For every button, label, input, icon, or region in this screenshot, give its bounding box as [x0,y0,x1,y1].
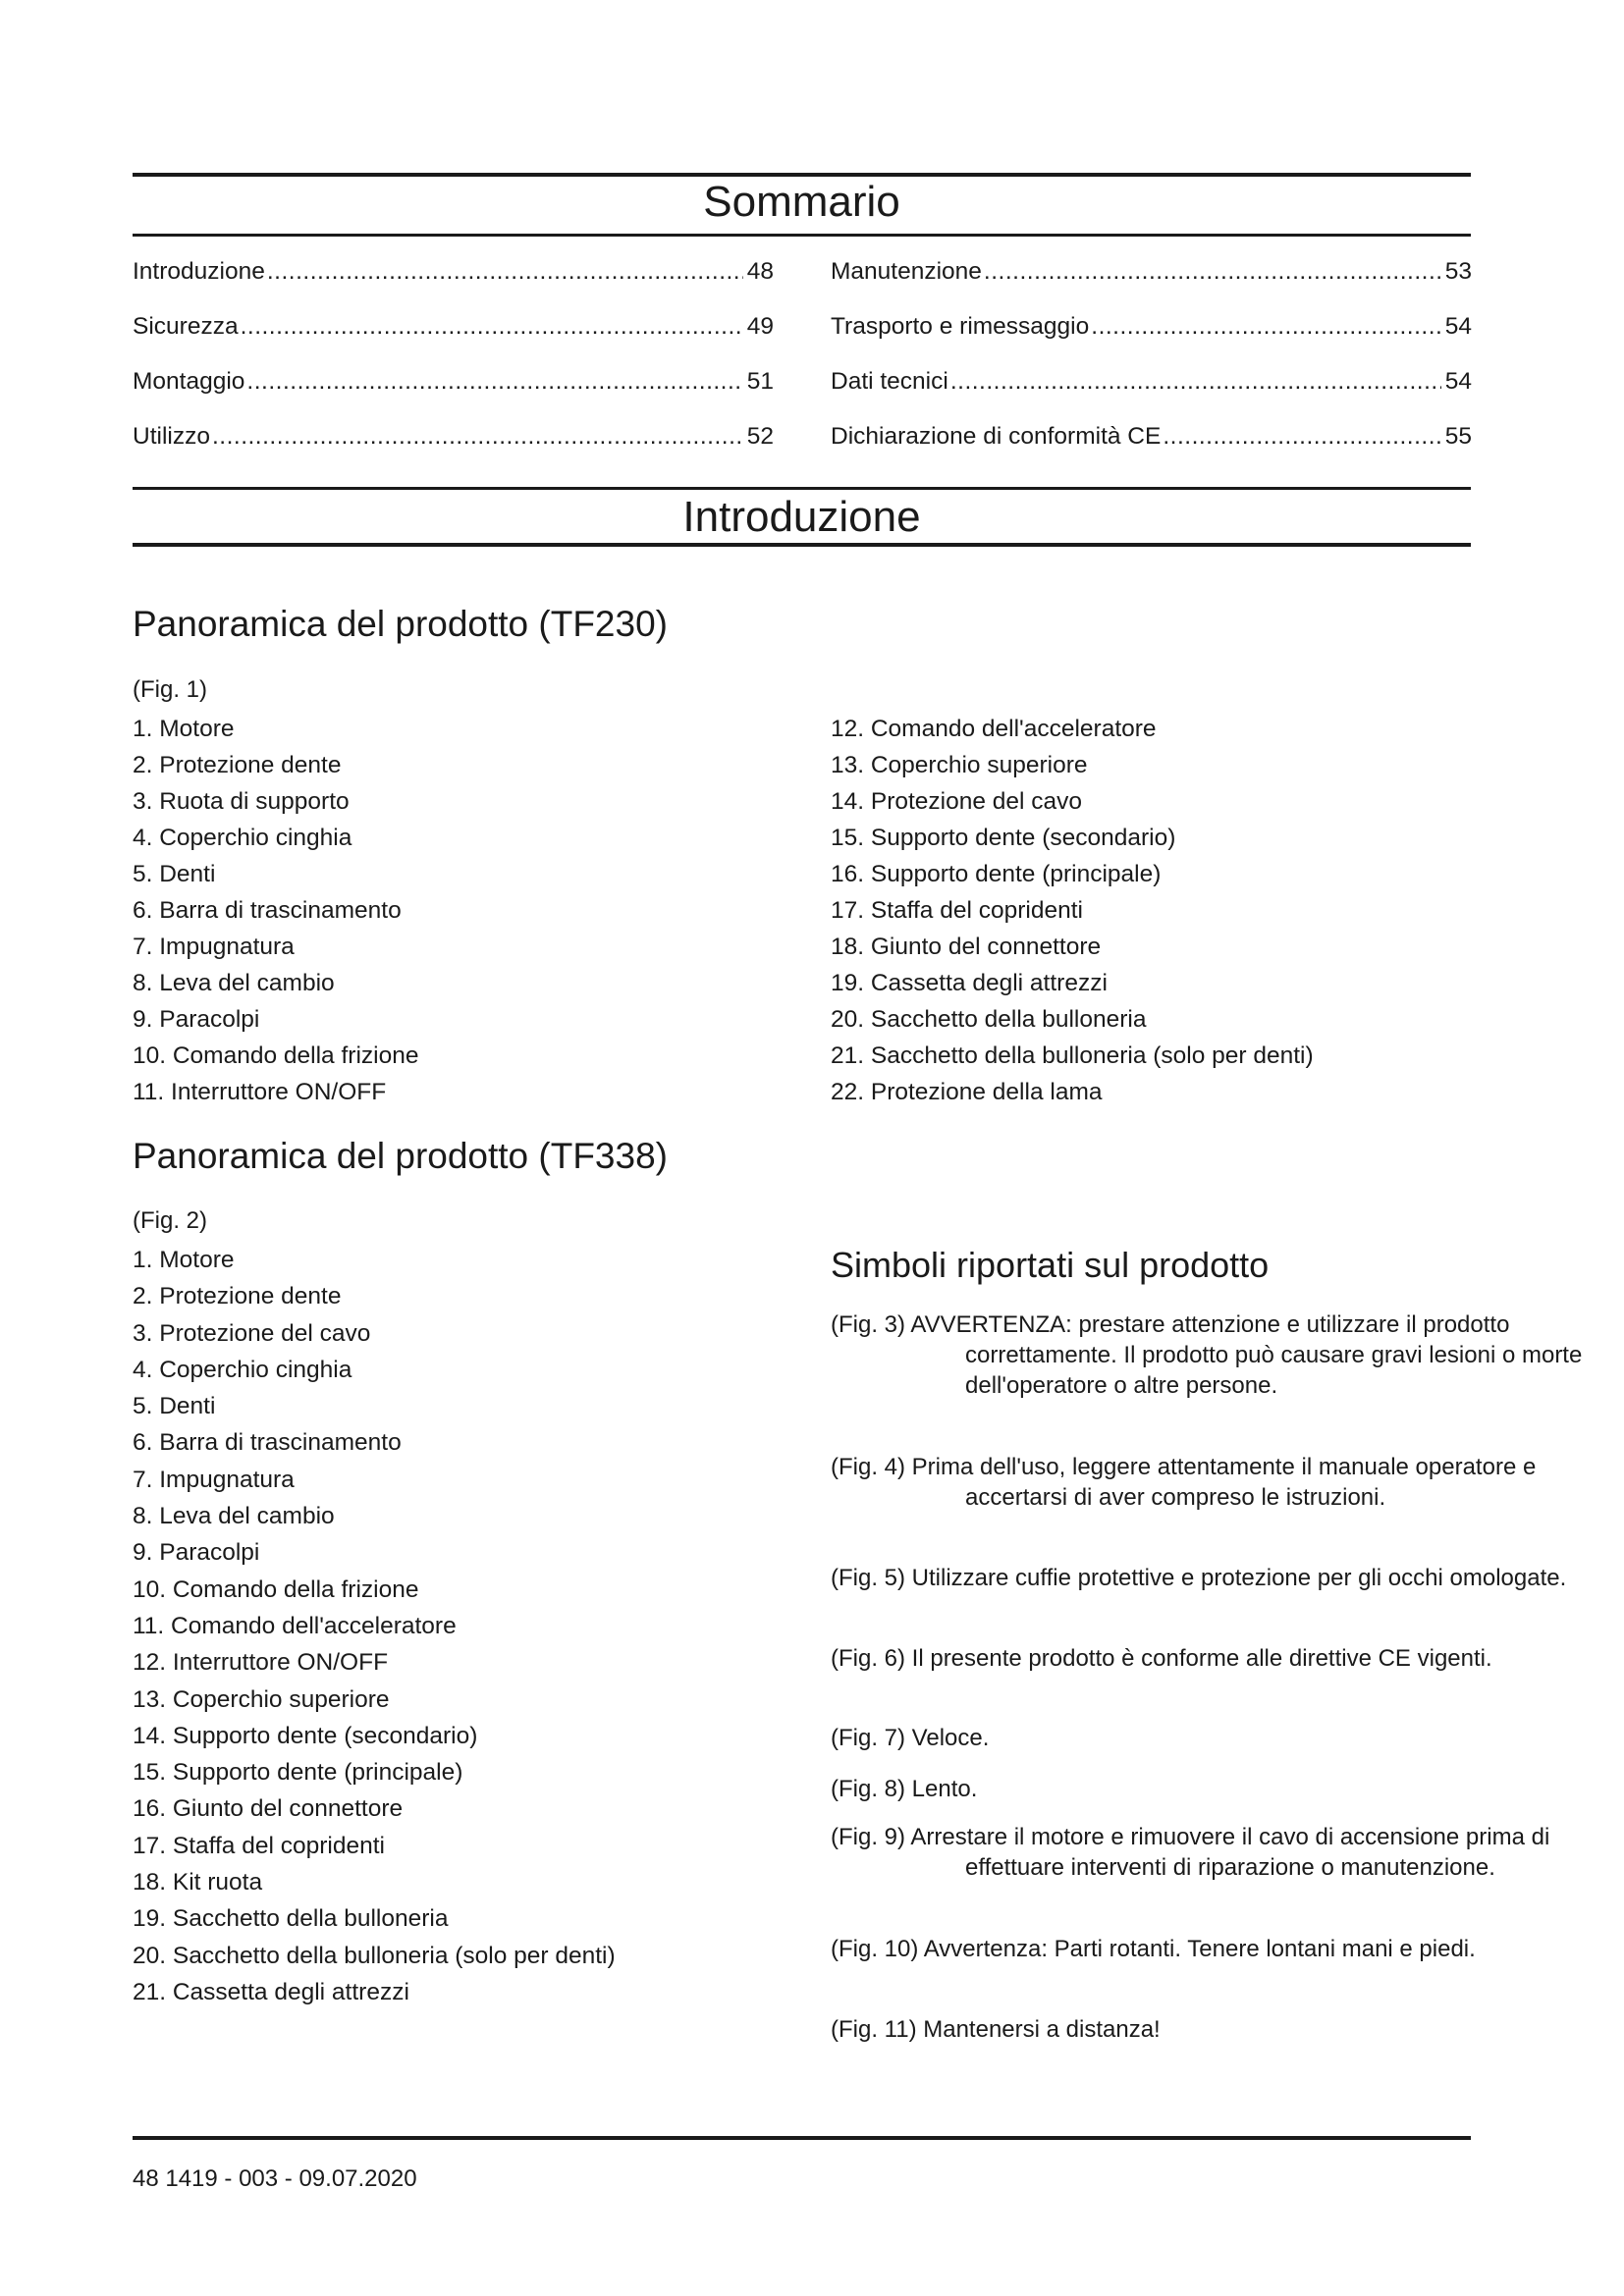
toc-entry-introduzione[interactable] [133,257,774,312]
toc-entry-page: 51 [746,368,774,395]
list-item: 20. Sacchetto della bulloneria (solo per denti) [133,1942,616,1969]
list-item: 11. Interruttore ON/OFF [133,1079,387,1105]
list-item: 14. Protezione del cavo [831,788,1083,815]
list-item: 16. Supporto dente (principale) [831,861,1162,887]
toc-entry-label: Introduzione [133,258,265,285]
toc-entry-utilizzo[interactable] [133,422,774,477]
list-item: 5. Denti [133,1393,216,1420]
list-item: 17. Staffa del copridenti [133,1832,385,1859]
symbol-item: (Fig. 4) Prima dell'uso, leggere attentamente il manuale operatore e accertarsi di aver compreso le istruzioni. [831,1454,1537,1511]
intro-bottom-rule [133,543,1471,547]
list-item: 9. Paracolpi [133,1006,260,1033]
tf230-heading: Panoramica del prodotto (TF230) [133,604,668,644]
toc-entry-dati-tecnici[interactable] [831,367,1472,422]
list-item: 12. Interruttore ON/OFF [133,1649,389,1677]
toc-entry-page: 49 [746,313,774,340]
toc-entry-page: 52 [746,423,774,450]
toc-entry-label: Utilizzo [133,423,210,450]
tf338-fig-ref: (Fig. 2) [133,1207,208,1234]
footer-doc-id: 48 1419 - 003 - 09.07.2020 [133,2165,417,2192]
tf230-parts-left [133,715,418,1114]
symbol-item: (Fig. 3) AVVERTENZA: prestare attenzione e utilizzare il prodotto correttamente. Il prodotto può causare gravi lesioni o morte dell'operatore o altre persone. [831,1311,1583,1399]
list-item: 15. Supporto dente (principale) [133,1759,463,1787]
list-item: 20. Sacchetto della bulloneria [831,1006,1147,1033]
list-item: 12. Comando dell'acceleratore [831,716,1157,742]
toc-entry-page: 48 [746,258,774,285]
list-item: 10. Comando della frizione [133,1042,419,1069]
list-item: 1. Motore [133,716,235,742]
toc-entry-label: Trasporto e rimessaggio [831,313,1090,340]
list-item: 5. Denti [133,861,216,887]
list-item: 17. Staffa del copridenti [831,897,1083,924]
symbol-item: (Fig. 7) Veloce. [831,1725,990,1751]
symbol-item: (Fig. 9) Arrestare il motore e rimuovere il cavo di accensione prima di effettuare interventi di riparazione o manutenzione. [831,1824,1550,1881]
toc-title: Sommario [703,178,900,226]
toc-bottom-rule [133,234,1471,237]
toc-entry-montaggio[interactable] [133,367,774,422]
toc-entry-label: Dichiarazione di conformità CE [831,423,1162,450]
toc-entry-label: Montaggio [133,368,245,395]
toc-right-column [831,257,1472,477]
symbols-heading: Simboli riportati sul prodotto [831,1245,1270,1285]
list-item: 22. Protezione della lama [831,1079,1103,1105]
list-item: 14. Supporto dente (secondario) [133,1722,478,1749]
list-item: 6. Barra di trascinamento [133,1429,402,1457]
toc-entry-page: 54 [1444,313,1472,340]
list-item: 2. Protezione dente [133,752,342,778]
symbol-item: (Fig. 8) Lento. [831,1776,978,1802]
list-item: 13. Coperchio superiore [831,752,1088,778]
list-item: 8. Leva del cambio [133,970,335,996]
list-item: 16. Giunto del connettore [133,1795,404,1823]
list-item: 7. Impugnatura [133,934,295,960]
list-item: 4. Coperchio cinghia [133,825,352,851]
list-item: 1. Motore [133,1247,235,1273]
symbol-item: (Fig. 6) Il presente prodotto è conforme alle direttive CE vigenti. [831,1645,1492,1672]
footer-rule [133,2136,1471,2140]
toc-entry-dichiarazione[interactable] [831,422,1472,477]
toc-entry-sicurezza[interactable] [133,312,774,367]
list-item: 15. Supporto dente (secondario) [831,825,1176,851]
toc-entry-label: Manutenzione [831,258,982,285]
intro-title: Introduzione [682,493,921,541]
toc-entry-label: Sicurezza [133,313,239,340]
list-item: 19. Sacchetto della bulloneria [133,1905,449,1933]
list-item: 3. Protezione del cavo [133,1319,371,1347]
list-item: 8. Leva del cambio [133,1503,335,1530]
list-item: 6. Barra di trascinamento [133,897,402,924]
list-item: 13. Coperchio superiore [133,1685,390,1713]
list-item: 4. Coperchio cinghia [133,1356,352,1383]
toc-entry-page: 54 [1444,368,1472,395]
symbol-item: (Fig. 10) Avvertenza: Parti rotanti. Tenere lontani mani e piedi. [831,1936,1476,1962]
list-item: 18. Kit ruota [133,1869,263,1896]
tf230-parts-right [831,715,1314,1114]
tf338-heading: Panoramica del prodotto (TF338) [133,1136,668,1176]
list-item: 11. Comando dell'acceleratore [133,1612,457,1639]
list-item: 19. Cassetta degli attrezzi [831,970,1108,996]
list-item: 3. Ruota di supporto [133,788,350,815]
tf338-parts [133,1246,616,2014]
symbol-item: (Fig. 5) Utilizzare cuffie protettive e protezione per gli occhi omologate. [831,1565,1567,1591]
toc-entry-manutenzione[interactable] [831,257,1472,312]
list-item: 2. Protezione dente [133,1283,342,1310]
toc-left-column [133,257,774,477]
toc-entry-trasporto[interactable] [831,312,1472,367]
toc-entry-page: 55 [1444,423,1472,450]
list-item: 21. Cassetta degli attrezzi [133,1978,409,2005]
list-item: 18. Giunto del connettore [831,934,1102,960]
tf230-fig-ref: (Fig. 1) [133,676,208,703]
intro-top-rule [133,487,1471,490]
toc-entry-page: 53 [1444,258,1472,285]
list-item: 21. Sacchetto della bulloneria (solo per denti) [831,1042,1314,1069]
symbol-item: (Fig. 11) Mantenersi a distanza! [831,2016,1161,2043]
symbols-list [831,1309,1583,2056]
toc-entry-label: Dati tecnici [831,368,948,395]
list-item: 9. Paracolpi [133,1539,260,1567]
list-item: 7. Impugnatura [133,1466,295,1493]
list-item: 10. Comando della frizione [133,1575,419,1603]
